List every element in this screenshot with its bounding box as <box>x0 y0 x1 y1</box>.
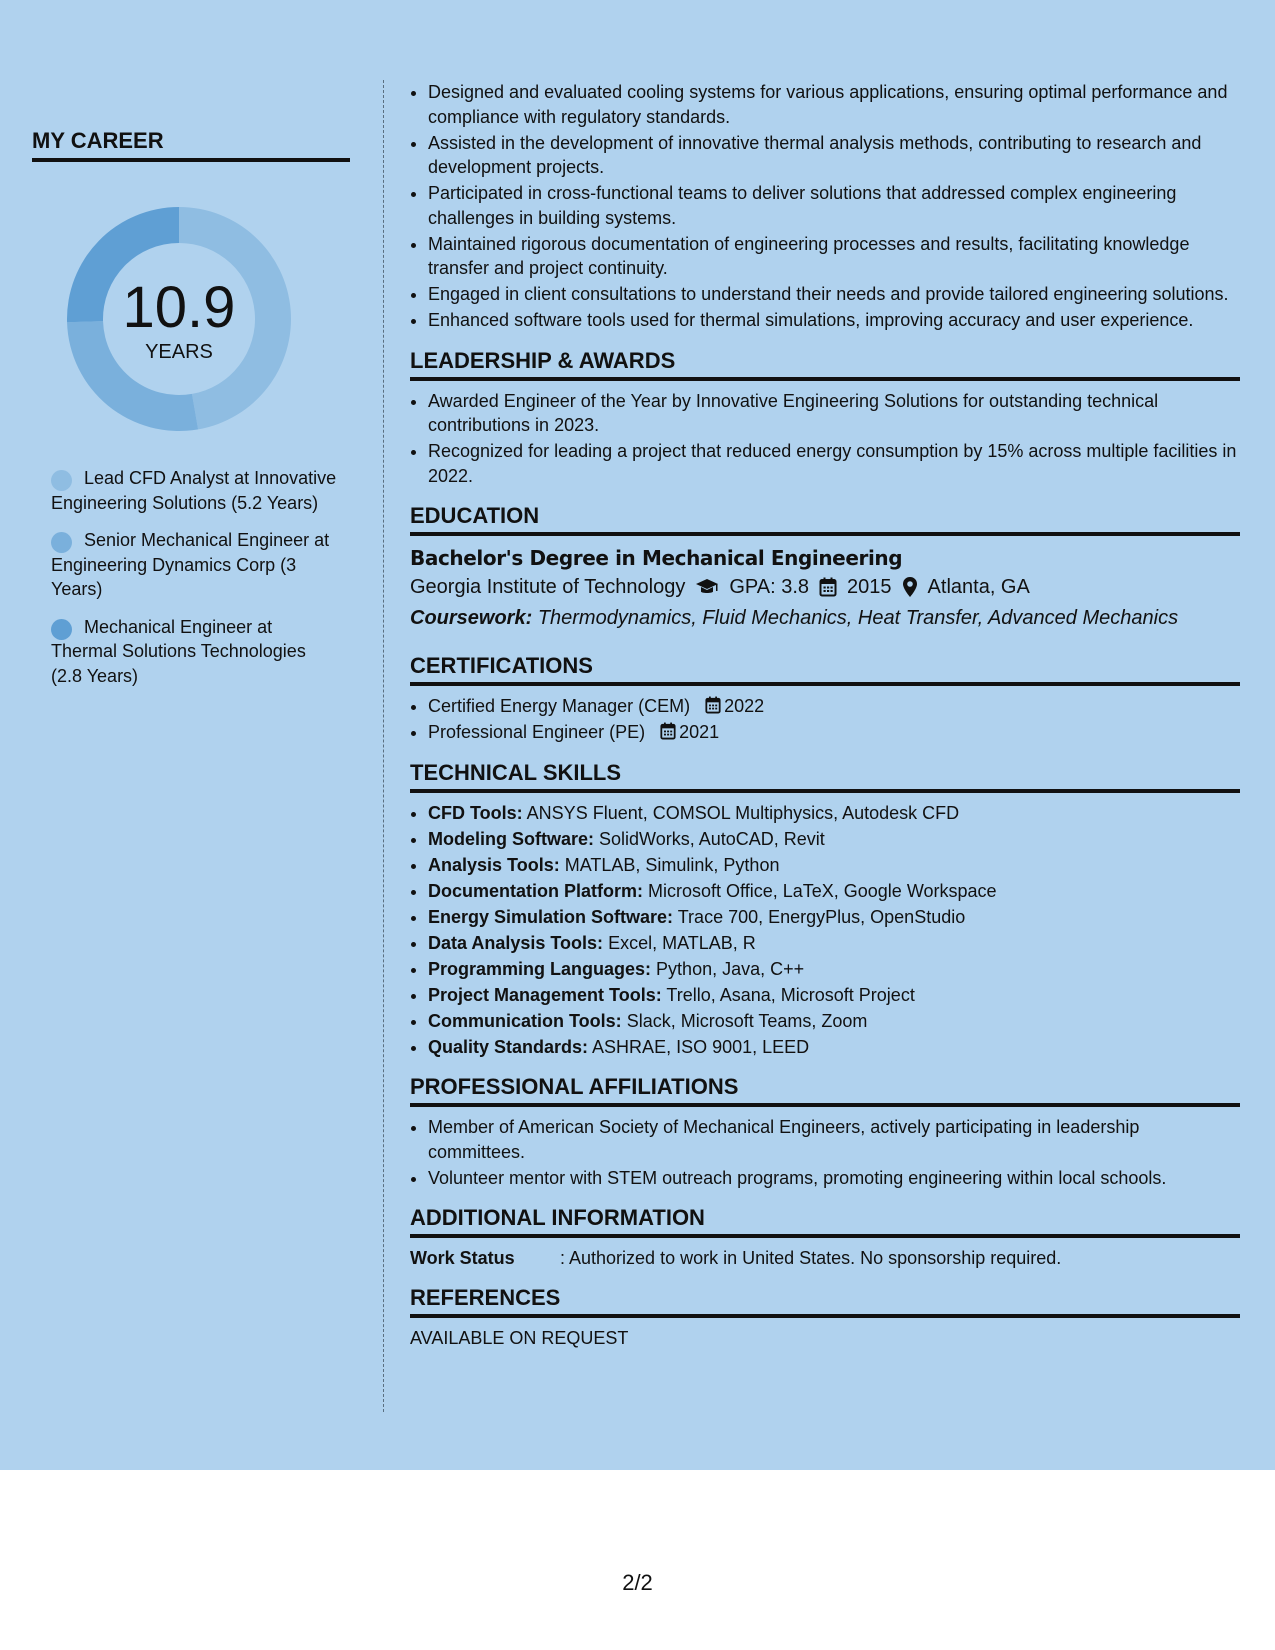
skill-value: Microsoft Office, LaTeX, Google Workspace <box>648 880 997 901</box>
affiliations-list <box>410 1115 1240 1190</box>
skills-list <box>410 801 1240 1060</box>
references-text: AVAILABLE ON REQUEST <box>410 1328 629 1348</box>
additional-info-heading: ADDITIONAL INFORMATION <box>410 1204 1240 1238</box>
experience-bullet: • Engaged in client consultations to understand their needs and provide tailored engineering solutions. <box>428 282 1240 307</box>
certification-item <box>428 694 1240 719</box>
skill-label: Documentation Platform: <box>428 880 644 901</box>
certifications-heading: CERTIFICATIONS <box>410 652 1240 686</box>
experience-bullet: • Assisted in the development of innovative thermal analysis methods, contributing to research and development projects. <box>428 131 1240 180</box>
skill-value: Slack, Microsoft Teams, Zoom <box>626 1010 868 1031</box>
coursework-label: Coursework: <box>410 607 533 629</box>
skills-heading: TECHNICAL SKILLS <box>410 759 1240 793</box>
map-pin-icon <box>902 576 918 598</box>
skill-value: Excel, MATLAB, R <box>608 932 756 953</box>
certification-item <box>428 720 1240 745</box>
skill-value: ASHRAE, ISO 9001, LEED <box>592 1036 810 1057</box>
certification-year: 2021 <box>679 722 720 742</box>
career-legend-text: Lead CFD Analyst at Innovative Engineering Solutions (5.2 Years) <box>51 468 337 513</box>
skill-label: Programming Languages: <box>428 958 652 979</box>
skill-label: Analysis Tools: <box>428 854 560 875</box>
total-years-value: 10.9 <box>122 275 236 340</box>
career-legend-text: Mechanical Engineer at Thermal Solutions Technologies (2.8 Years) <box>51 616 306 686</box>
career-legend-item <box>51 466 341 515</box>
education-details <box>410 572 1240 602</box>
education-location: Atlanta, GA <box>927 576 1030 598</box>
skill-item <box>428 931 1240 956</box>
skill-label: Quality Standards: <box>428 1036 589 1057</box>
coursework-list: Thermodynamics, Fluid Mechanics, Heat Transfer, Advanced Mechanics <box>537 607 1179 629</box>
skill-label: Data Analysis Tools: <box>428 932 604 953</box>
certifications-list <box>410 694 1240 745</box>
leadership-heading: LEADERSHIP & AWARDS <box>410 347 1240 381</box>
career-heading: MY CAREER <box>32 128 350 162</box>
education-year: 2015 <box>847 576 892 598</box>
education-coursework <box>410 602 1240 634</box>
career-legend-text: Senior Mechanical Engineer at Engineering Dynamics Corp (3 Years) <box>51 530 330 599</box>
skill-value: MATLAB, Simulink, Python <box>564 854 780 875</box>
career-legend-item <box>51 528 341 602</box>
education-school: Georgia Institute of Technology <box>410 576 686 598</box>
donut-center <box>66 206 292 432</box>
certification-year: 2022 <box>724 696 765 716</box>
education-entry <box>410 544 1240 634</box>
education-degree: Bachelor's Degree in Mechanical Engineering <box>410 546 903 570</box>
affiliation-item: • Volunteer mentor with STEM outreach programs, promoting engineering within local schools. <box>428 1166 1240 1191</box>
skill-item <box>428 1035 1240 1060</box>
experience-bullet: • Enhanced software tools used for thermal simulations, improving accuracy and user experience. <box>428 308 1240 333</box>
legend-dot <box>51 619 72 640</box>
legend-dot <box>51 470 72 491</box>
education-gpa: GPA: 3.8 <box>729 576 810 598</box>
skill-value: Python, Java, C++ <box>656 958 805 979</box>
skill-label: Energy Simulation Software: <box>428 906 674 927</box>
leadership-item: • Recognized for leading a project that reduced energy consumption by 15% across multiple facilities in 2022. <box>428 439 1240 488</box>
career-legend <box>51 466 341 701</box>
certification-name: Professional Engineer (PE) <box>428 722 646 742</box>
affiliation-item: • Member of American Society of Mechanical Engineers, actively participating in leadership committees. <box>428 1115 1240 1164</box>
skill-item <box>428 827 1240 852</box>
education-heading: EDUCATION <box>410 502 1240 536</box>
skill-item <box>428 957 1240 982</box>
skill-value: Trello, Asana, Microsoft Project <box>666 984 915 1005</box>
total-years-unit: YEARS <box>145 341 213 363</box>
references-heading: REFERENCES <box>410 1284 1240 1318</box>
experience-bullet: • Participated in cross-functional teams to deliver solutions that addressed complex engineering challenges in building systems. <box>428 181 1240 230</box>
experience-bullet: • Designed and evaluated cooling systems for various applications, ensuring optimal performance and compliance with regulatory standards. <box>428 80 1240 129</box>
skill-value: ANSYS Fluent, COMSOL Multiphysics, Autodesk CFD <box>526 802 960 823</box>
skill-item <box>428 905 1240 930</box>
skill-item <box>428 879 1240 904</box>
career-legend-item <box>51 615 341 689</box>
skill-label: Project Management Tools: <box>428 984 662 1005</box>
column-divider <box>383 80 384 1412</box>
work-status-row <box>410 1246 1240 1270</box>
leadership-item: • Awarded Engineer of the Year by Innovative Engineering Solutions for outstanding technical contributions in 2023. <box>428 389 1240 438</box>
experience-bullet: • Maintained rigorous documentation of engineering processes and results, facilitating knowledge transfer and project continuity. <box>428 232 1240 281</box>
main-content <box>410 80 1240 1350</box>
skill-item <box>428 853 1240 878</box>
skill-item <box>428 983 1240 1008</box>
career-donut-chart <box>66 206 292 432</box>
certification-name: Certified Energy Manager (CEM) <box>428 696 691 716</box>
page-number: 2/2 <box>622 1570 653 1595</box>
calendar-icon <box>819 577 837 597</box>
skill-label: Communication Tools: <box>428 1010 622 1031</box>
legend-dot <box>51 532 72 553</box>
skill-label: CFD Tools: <box>428 802 523 823</box>
graduation-cap-icon <box>695 578 719 596</box>
calendar-icon <box>705 696 721 714</box>
skill-label: Modeling Software: <box>428 828 594 849</box>
work-status-label: Work Status <box>410 1248 515 1268</box>
experience-bullets <box>410 80 1240 333</box>
calendar-icon <box>660 722 676 740</box>
affiliations-heading: PROFESSIONAL AFFILIATIONS <box>410 1073 1240 1107</box>
skill-item <box>428 1009 1240 1034</box>
skill-value: Trace 700, EnergyPlus, OpenStudio <box>677 906 966 927</box>
skill-value: SolidWorks, AutoCAD, Revit <box>599 828 825 849</box>
work-status-value: : Authorized to work in United States. No sponsorship required. <box>560 1248 1062 1268</box>
leadership-list <box>410 389 1240 489</box>
skill-item <box>428 801 1240 826</box>
